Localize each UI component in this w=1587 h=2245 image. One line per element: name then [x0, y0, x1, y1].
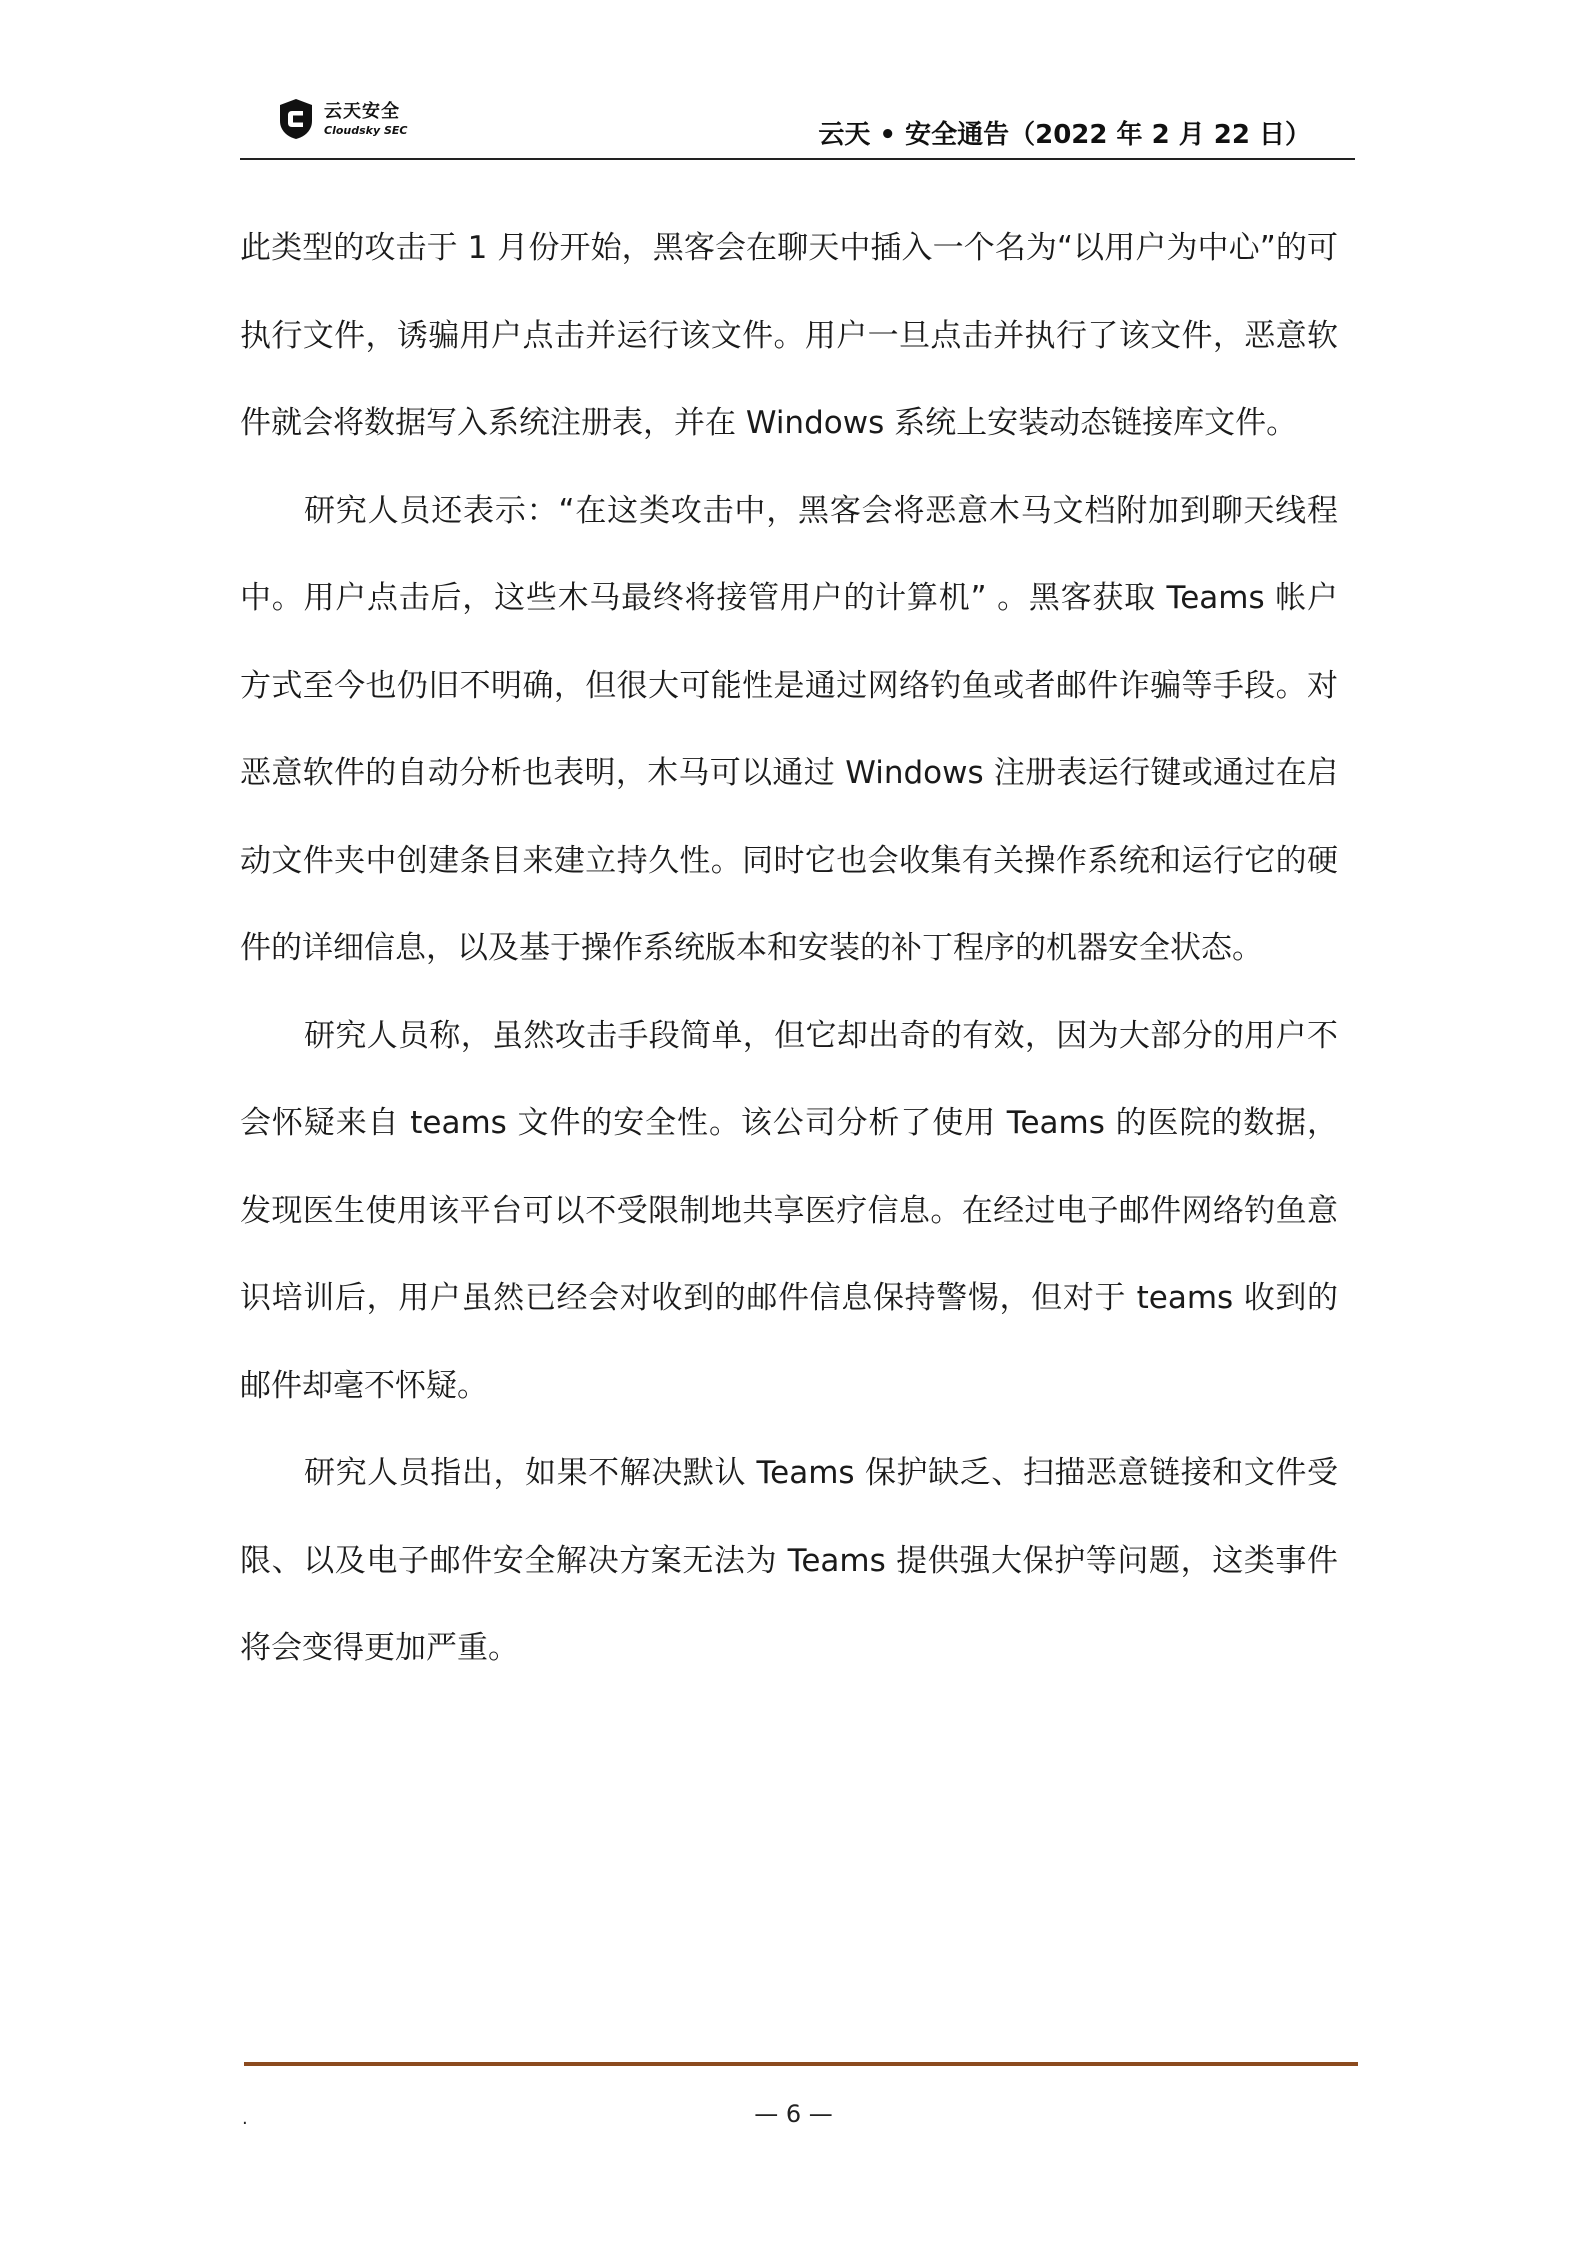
- paragraph-1: 此类型的攻击于 1 月份开始，黑客会在聊天中插入一个名为“以用户为中心”的可执行文件，诱骗用户点击并运行该文件。用户一旦点击并执行了该文件，恶意软件就会将数据写入系统注册表，并在 Windows 系统上安装动态链接库文件。: [240, 230, 1338, 441]
- shield-logo-icon: [276, 97, 316, 141]
- footer-divider: [244, 2062, 1358, 2066]
- brand-logo: [276, 92, 407, 146]
- paragraph-4: 研究人员指出，如果不解决默认 Teams 保护缺乏、扫描恶意链接和文件受限、以及电子邮件安全解决方案无法为 Teams 提供强大保护等问题，这类事件将会变得更加严重。: [240, 1455, 1338, 1666]
- bulletin-title: 云天 • 安全通告（2022 年 2 月 22 日）: [818, 120, 1311, 150]
- paragraph-2: 研究人员还表示：“在这类攻击中，黑客会将恶意木马文档附加到聊天线程中。用户点击后，这些木马最终将接管用户的计算机” 。黑客获取 Teams 帐户方式至今也仍旧不明确，但很大可能性是通过网络钓鱼或者邮件诈骗等手段。对恶意软件的自动分析也表明，木马可以通过 Windows 注册表运行键或通过在启动文件夹中创建条目来建立持久性。同时它也会收集有关操作系统和运行它的硬件的详细信息，以及基于操作系统版本和安装的补丁程序的机器安全状态。: [240, 492, 1338, 966]
- footer-dot: .: [242, 2108, 248, 2129]
- logo-english-text: Cloudsky SEC: [324, 123, 408, 137]
- logo-chinese-text: 云天安全: [324, 100, 400, 122]
- header-divider: [240, 158, 1355, 160]
- page-header: [240, 92, 1355, 162]
- document-body: [240, 205, 1338, 1693]
- paragraph-3: 研究人员称，虽然攻击手段简单，但它却出奇的有效，因为大部分的用户不会怀疑来自 teams 文件的安全性。该公司分析了使用 Teams 的医院的数据，发现医生使用该平台可以不受限制地共享医疗信息。在经过电子邮件网络钓鱼意识培训后，用户虽然已经会对收到的邮件信息保持警惕，但对于 teams 收到的邮件却毫不怀疑。: [240, 1017, 1338, 1404]
- page-number: — 6 —: [754, 2100, 833, 2128]
